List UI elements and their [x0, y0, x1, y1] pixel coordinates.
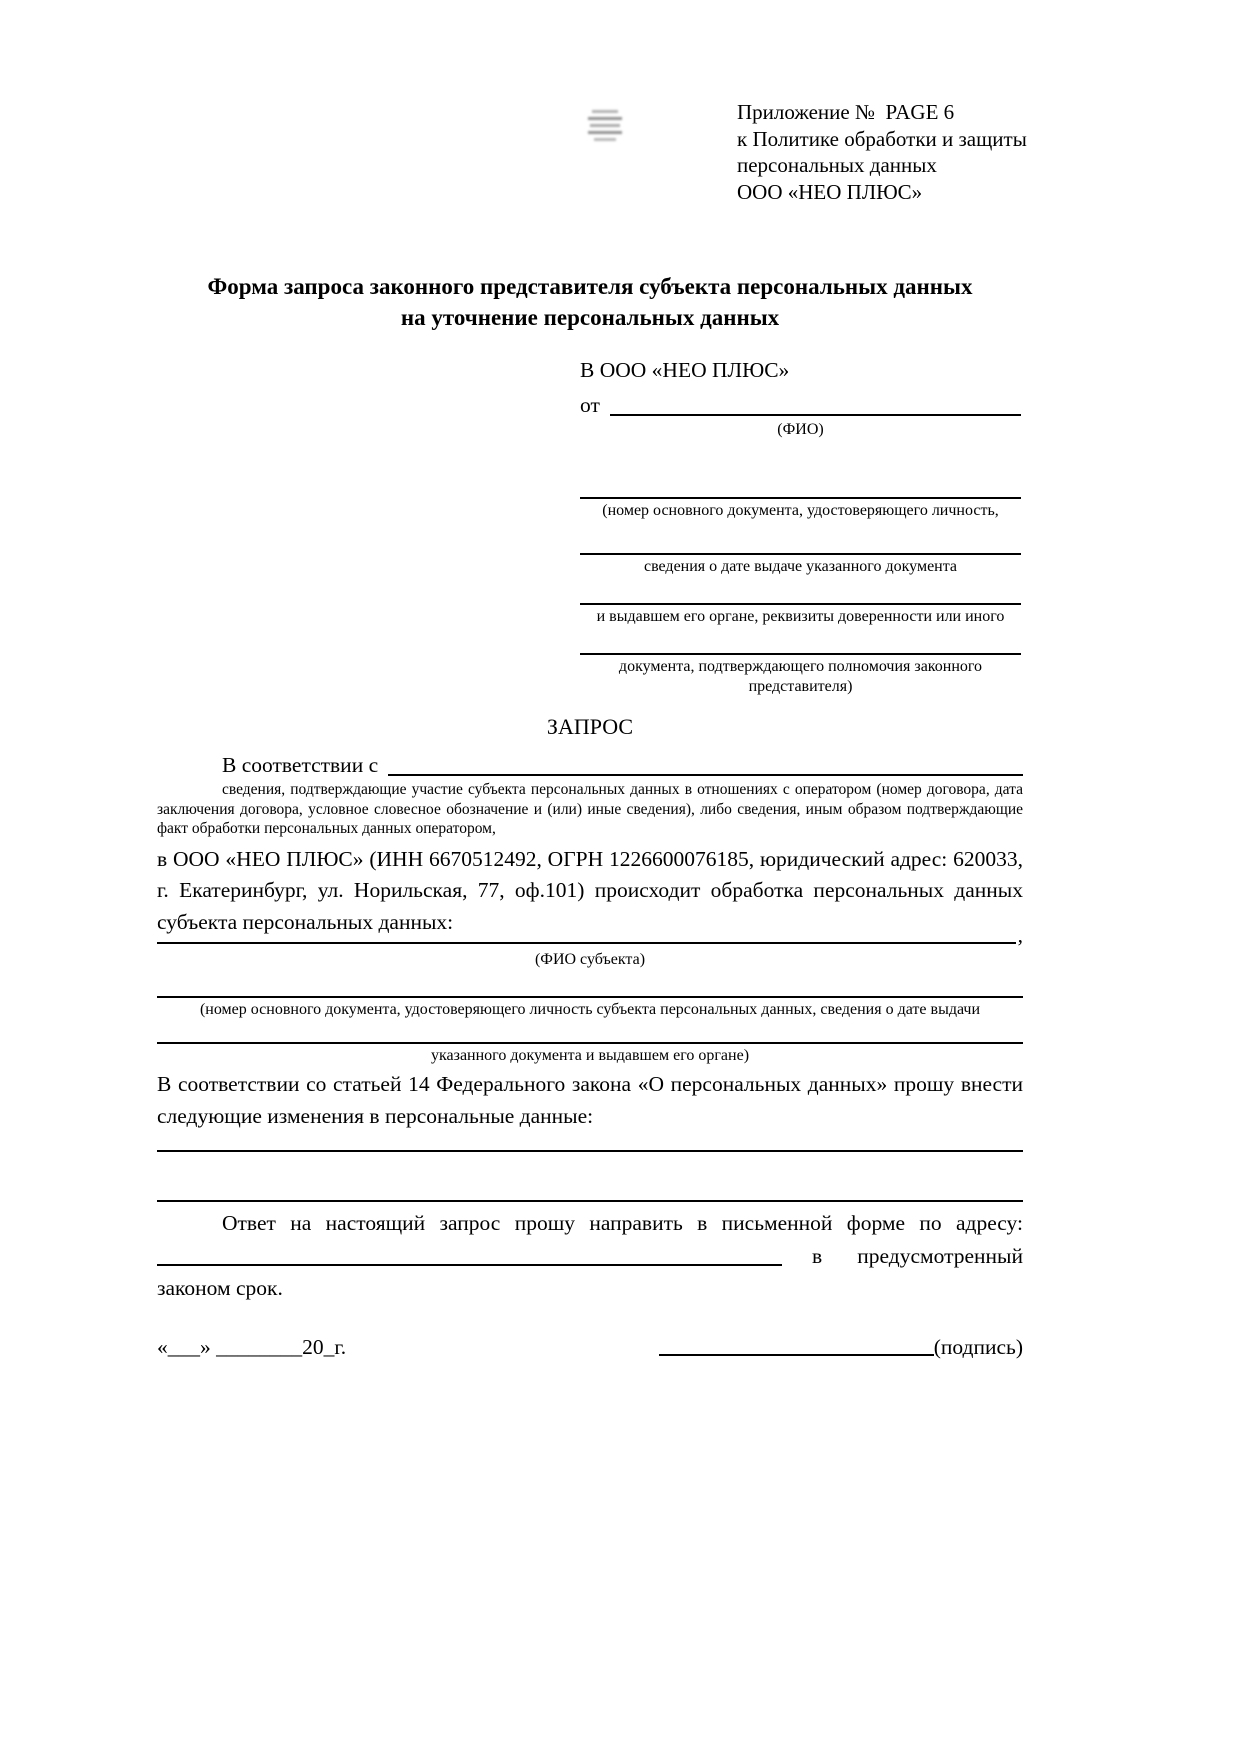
fine-print-note: сведения, подтверждающие участие субъекта персональных данных в отношениях с оператором (номер договора, дата заключения договора, условное словесное обозначение и (или) иные сведения), либо сведения, иным образом подтверждающие факт обработки персональных данных оператором,	[157, 781, 1023, 837]
issuing-authority-blank-line	[580, 577, 1021, 605]
doc-number-caption: (номер основного документа, удостоверяющего личность,	[602, 502, 999, 519]
issuing-authority-caption: и выдавшем его органе, реквизиты доверенности или иного	[596, 608, 1005, 625]
basis-row	[157, 748, 1023, 778]
changes-blank-line-1	[157, 1148, 1023, 1152]
header-block	[737, 99, 1067, 205]
trailing-comma: ,	[1017, 923, 1023, 947]
header-line-appendix: Приложение № PAGE 6	[737, 100, 955, 124]
changes-blank-line-2	[157, 1198, 1023, 1202]
authority-document-caption: документа, подтверждающего полномочия законного представителя)	[618, 658, 983, 695]
article-14-paragraph: В соответствии со статьей 14 Федерального закона «О персональных данных» прошу внести следующие изменения в персональные данные:	[157, 1072, 1023, 1128]
from-label: от	[580, 393, 600, 417]
addressee-to: В ООО «НЕО ПЛЮС»	[580, 358, 790, 382]
smudge-icon	[588, 106, 624, 158]
response-end-text: законом срок.	[157, 1276, 283, 1300]
issue-date-blank-line	[580, 521, 1021, 555]
title-line-1: Форма запроса законного представителя субъекта персональных данных	[207, 274, 973, 299]
header-line-personal-data: персональных данных	[737, 153, 937, 177]
doc-number-blank-line	[580, 440, 1021, 499]
request-heading: ЗАПРОС	[546, 714, 634, 739]
basis-intro-text: В соответствии с	[222, 753, 379, 777]
signature-row	[157, 1328, 1023, 1360]
signature-group	[659, 1335, 1023, 1360]
signature-caption: (подпись)	[933, 1335, 1023, 1359]
header-line-company: ООО «НЕО ПЛЮС»	[737, 179, 923, 204]
subject-doc-caption-1: (номер основного документа, удостоверяющего личность субъекта персональных данных, сведения о дате выдачи	[199, 1001, 981, 1018]
header-line-policy: к Политике обработки и защиты	[737, 126, 1027, 151]
from-row	[580, 386, 1021, 418]
fio-caption: (ФИО)	[777, 421, 824, 438]
issue-date-caption: сведения о дате выдаче указанного документа	[643, 558, 958, 575]
subject-doc-blank-line-2	[157, 1020, 1023, 1044]
subject-doc-blank-line-1	[157, 970, 1023, 998]
basis-blank-line	[388, 774, 1023, 776]
authority-document-blank-line	[580, 627, 1021, 655]
operator-paragraph: в ООО «НЕО ПЛЮС» (ИНН 6670512492, ОГРН 1226600076185, юридический адрес: 620033, г. Екатеринбург, ул. Норильская, 77, оф.101) происходит обработка персональных данных субъекта персональных данных:	[157, 846, 1023, 934]
response-word-v: в	[812, 1244, 823, 1268]
subject-fio-caption: (ФИО субъекта)	[534, 951, 646, 968]
response-paragraph: Ответ на настоящий запрос прошу направить в письменной форме по адресу:	[222, 1211, 1023, 1235]
subject-doc-caption-2: указанного документа и выдавшем его органе)	[430, 1047, 750, 1064]
addressee-block	[580, 355, 1021, 697]
title-line-2: на уточнение персональных данных	[400, 305, 780, 330]
address-blank-line	[157, 1264, 782, 1266]
date-blank-text: «___» ________20_г.	[157, 1335, 347, 1359]
response-word-predusmotrenny: предусмотренный	[857, 1244, 1023, 1268]
response-address-row	[157, 1239, 1023, 1269]
subject-fio-blank-line	[157, 942, 1016, 944]
document-title	[157, 271, 1023, 333]
signature-blank-line	[659, 1354, 934, 1356]
request-body	[157, 748, 1023, 1360]
fio-blank-line	[610, 414, 1021, 416]
